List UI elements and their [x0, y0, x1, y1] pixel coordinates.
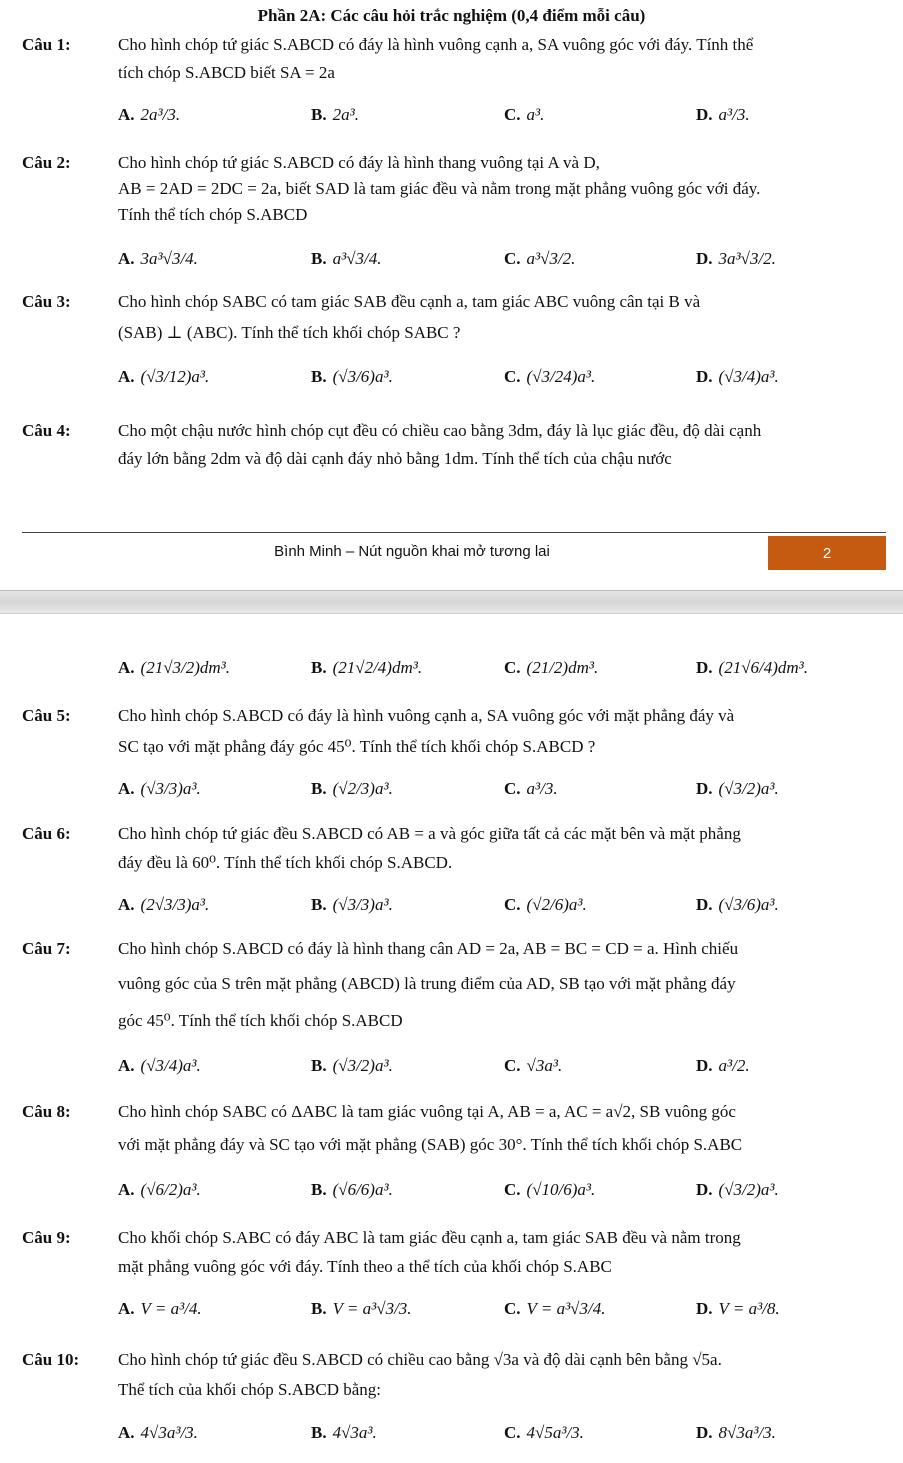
option-d[interactable]: D. (√3/4)a³.	[696, 367, 779, 386]
footer-text: Bình Minh – Nút nguồn khai mở tương lai	[274, 543, 550, 560]
options-row	[118, 643, 888, 693]
option-a[interactable]: A. 3a³√3/4.	[118, 249, 198, 268]
question-3	[22, 287, 884, 317]
question-5	[22, 701, 884, 731]
question-text: Cho hình chóp SABC có tam giác SAB đều cạnh a, tam giác ABC vuông cân tại B và	[118, 292, 701, 311]
option-b[interactable]: B. (21√2/4)dm³.	[311, 658, 423, 677]
option-a[interactable]: A. V = a³/4.	[118, 1299, 202, 1318]
question-4	[22, 416, 884, 446]
option-a[interactable]: A. (2√3/3)a³.	[118, 895, 210, 914]
question-text: Cho hình chóp tứ giác đều S.ABCD có chiều cao bằng √3a và độ dài cạnh bên bằng √5a.	[118, 1350, 722, 1369]
footer-divider	[22, 532, 886, 533]
question-1	[22, 30, 884, 60]
option-c[interactable]: C. (21/2)dm³.	[504, 658, 599, 677]
question-text: Cho hình chóp tứ giác S.ABCD có đáy là hình thang vuông tại A và D,	[118, 153, 600, 172]
question-text-cont: Tính thể tích chóp S.ABCD	[118, 205, 308, 224]
option-b[interactable]: B. 4√3a³.	[311, 1423, 377, 1442]
question-9	[22, 1223, 884, 1253]
question-label: Câu 6:	[22, 824, 71, 843]
option-d[interactable]: D. a³/3.	[696, 105, 750, 124]
options-row	[118, 1041, 888, 1091]
question-text-cont: tích chóp S.ABCD biết SA = 2a	[118, 63, 335, 82]
option-b[interactable]: B. (√3/2)a³.	[311, 1056, 393, 1075]
options-row	[118, 352, 888, 402]
option-c[interactable]: C. 4√5a³/3.	[504, 1423, 584, 1442]
question-text-cont: AB = 2AD = 2DC = 2a, biết SAD là tam giác đều và nằm trong mặt phẳng vuông góc với đáy.	[118, 179, 761, 198]
option-b[interactable]: B. (√2/3)a³.	[311, 779, 393, 798]
option-c[interactable]: C. (√10/6)a³.	[504, 1180, 596, 1199]
page-break	[0, 590, 903, 614]
question-text: Cho hình chóp tứ giác S.ABCD có đáy là hình vuông cạnh a, SA vuông góc với đáy. Tính thể	[118, 35, 754, 54]
question-label: Câu 10:	[22, 1350, 80, 1369]
question-text-cont: đáy đều là 60⁰. Tính thể tích khối chóp S.ABCD.	[118, 853, 453, 872]
option-a[interactable]: A. (√3/4)a³.	[118, 1056, 201, 1075]
question-label: Câu 1:	[22, 35, 71, 54]
option-b[interactable]: B. a³√3/4.	[311, 249, 382, 268]
question-text: Cho một chậu nước hình chóp cụt đều có chiều cao bằng 3dm, đáy là lục giác đều, độ dài cạnh	[118, 421, 762, 440]
options-row	[118, 234, 888, 284]
question-label: Câu 7:	[22, 939, 71, 958]
option-a[interactable]: A. (√3/12)a³.	[118, 367, 210, 386]
options-row	[118, 880, 888, 930]
option-c[interactable]: C. (√3/24)a³.	[504, 367, 596, 386]
question-text-cont: mặt phẳng vuông góc với đáy. Tính theo a thể tích của khối chóp S.ABC	[118, 1257, 612, 1276]
question-text-cont: đáy lớn bằng 2dm và độ dài cạnh đáy nhỏ bằng 1dm. Tính thể tích của chậu nước	[118, 449, 672, 468]
question-text-cont: (SAB) ⊥ (ABC). Tính thể tích khối chóp SABC ?	[118, 323, 461, 342]
options-row	[118, 1165, 888, 1215]
option-d[interactable]: D. (√3/6)a³.	[696, 895, 779, 914]
option-b[interactable]: B. (√6/6)a³.	[311, 1180, 393, 1199]
option-b[interactable]: B. V = a³√3/3.	[311, 1299, 412, 1318]
question-6	[22, 819, 884, 849]
option-b[interactable]: B. (√3/3)a³.	[311, 895, 393, 914]
option-a[interactable]: A. 2a³/3.	[118, 105, 181, 124]
question-label: Câu 3:	[22, 292, 71, 311]
option-b[interactable]: B. (√3/6)a³.	[311, 367, 393, 386]
question-label: Câu 8:	[22, 1102, 71, 1121]
option-d[interactable]: D. V = a³/8.	[696, 1299, 780, 1318]
options-row	[118, 90, 888, 140]
option-d[interactable]: D. (21√6/4)dm³.	[696, 658, 809, 677]
option-c[interactable]: C. a³.	[504, 105, 545, 124]
option-c[interactable]: C. √3a³.	[504, 1056, 563, 1075]
option-c[interactable]: C. V = a³√3/4.	[504, 1299, 606, 1318]
question-7	[22, 934, 884, 964]
option-d[interactable]: D. a³/2.	[696, 1056, 750, 1075]
question-label: Câu 4:	[22, 421, 71, 440]
options-row	[118, 1408, 888, 1458]
option-c[interactable]: C. a³√3/2.	[504, 249, 576, 268]
question-text-cont: SC tạo với mặt phẳng đáy góc 45⁰. Tính thể tích khối chóp S.ABCD ?	[118, 737, 596, 756]
option-a[interactable]: A. (√6/2)a³.	[118, 1180, 201, 1199]
question-8	[22, 1097, 884, 1127]
option-a[interactable]: A. (21√3/2)dm³.	[118, 658, 231, 677]
question-label: Câu 2:	[22, 153, 71, 172]
options-row	[118, 1284, 888, 1334]
question-label: Câu 9:	[22, 1228, 71, 1247]
question-text: Cho hình chóp S.ABCD có đáy là hình thang cân AD = 2a, AB = BC = CD = a. Hình chiếu	[118, 939, 739, 958]
question-text: Cho khối chóp S.ABC có đáy ABC là tam giác đều cạnh a, tam giác SAB đều và nằm trong	[118, 1228, 741, 1247]
question-10	[22, 1345, 884, 1375]
question-text-cont: với mặt phẳng đáy và SC tạo với mặt phẳng (SAB) góc 30°. Tính thể tích khối chóp S.ABC	[118, 1135, 743, 1154]
option-a[interactable]: A. (√3/3)a³.	[118, 779, 201, 798]
page-number-badge: 2	[768, 536, 886, 570]
option-d[interactable]: D. (√3/2)a³.	[696, 779, 779, 798]
option-d[interactable]: D. (√3/2)a³.	[696, 1180, 779, 1199]
options-row	[118, 764, 888, 814]
option-c[interactable]: C. a³/3.	[504, 779, 558, 798]
question-text: Cho hình chóp S.ABCD có đáy là hình vuông cạnh a, SA vuông góc với mặt phẳng đáy và	[118, 706, 735, 725]
option-a[interactable]: A. 4√3a³/3.	[118, 1423, 198, 1442]
option-d[interactable]: D. 8√3a³/3.	[696, 1423, 776, 1442]
option-d[interactable]: D. 3a³√3/2.	[696, 249, 776, 268]
option-b[interactable]: B. 2a³.	[311, 105, 359, 124]
question-label: Câu 5:	[22, 706, 71, 725]
option-c[interactable]: C. (√2/6)a³.	[504, 895, 587, 914]
question-text: Cho hình chóp tứ giác đều S.ABCD có AB = a và góc giữa tất cả các mặt bên và mặt phẳng	[118, 824, 741, 843]
question-text-cont: Thể tích của khối chóp S.ABCD bằng:	[118, 1380, 381, 1399]
section-title: Phần 2A: Các câu hỏi trắc nghiệm (0,4 điểm mỗi câu)	[257, 6, 646, 25]
question-text: Cho hình chóp SABC có ΔABC là tam giác vuông tại A, AB = a, AC = a√2, SB vuông góc	[118, 1102, 736, 1121]
question-text-cont: vuông góc của S trên mặt phẳng (ABCD) là trung điểm của AD, SB tạo với mặt phẳng đáy	[118, 974, 736, 993]
question-text-cont: góc 45⁰. Tính thể tích khối chóp S.ABCD	[118, 1011, 403, 1030]
